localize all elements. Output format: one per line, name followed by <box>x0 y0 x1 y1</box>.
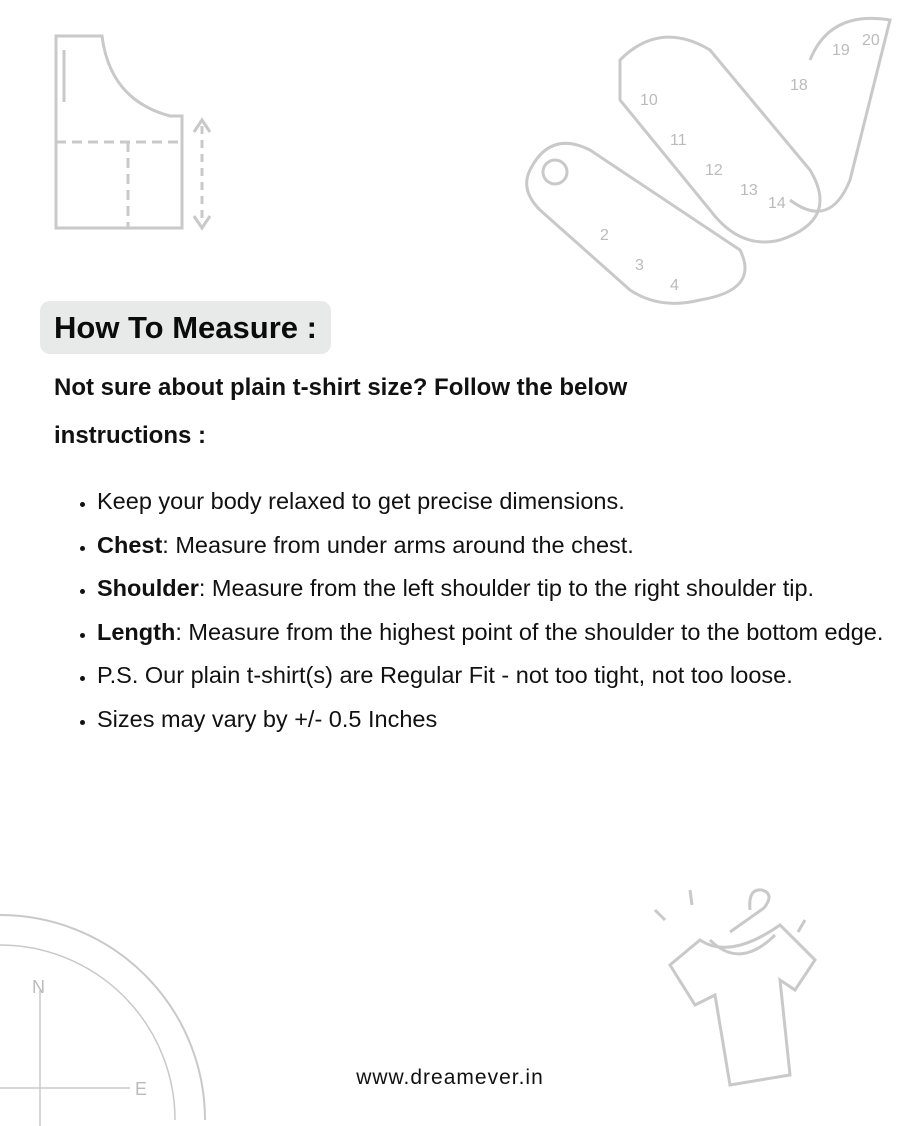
tshirt-hanger-illustration <box>630 880 830 1090</box>
protractor-illustration <box>0 905 220 1126</box>
tape-number: 19 <box>832 42 850 59</box>
compass-label: N <box>32 977 45 997</box>
tape-measure-illustration <box>510 0 900 320</box>
instruction-list <box>54 480 897 741</box>
website-url[interactable]: www.dreamever.in <box>356 1066 544 1089</box>
list-item: • Keep your body relaxed to get precise dimensions. <box>97 480 897 523</box>
page-subtitle: Not sure about plain t-shirt size? Follow the below instructions : <box>54 374 628 449</box>
shirt-pattern-illustration <box>50 30 220 240</box>
compass-label: E <box>135 1079 148 1099</box>
tape-number: 11 <box>670 132 687 149</box>
list-item: • Shoulder: Measure from the left shoulder tip to the right shoulder tip. <box>97 567 897 610</box>
tape-number: 10 <box>640 92 658 109</box>
list-item: • Length: Measure from the highest point of the shoulder to the bottom edge. <box>97 611 897 654</box>
tape-number: 4 <box>670 277 679 294</box>
tape-number: 2 <box>600 227 609 244</box>
tape-number: 12 <box>705 162 723 179</box>
tape-number: 18 <box>790 77 808 94</box>
list-item: • Sizes may vary by +/- 0.5 Inches <box>97 698 897 741</box>
page-heading: How To Measure : <box>40 301 331 354</box>
list-item: • P.S. Our plain t-shirt(s) are Regular Fit - not too tight, not too loose. <box>97 654 897 697</box>
tape-number: 20 <box>862 32 880 49</box>
tape-number: 3 <box>635 257 644 274</box>
tape-number: 14 <box>768 195 786 212</box>
list-item: • Chest: Measure from under arms around the chest. <box>97 524 897 567</box>
tape-number: 13 <box>740 182 758 199</box>
